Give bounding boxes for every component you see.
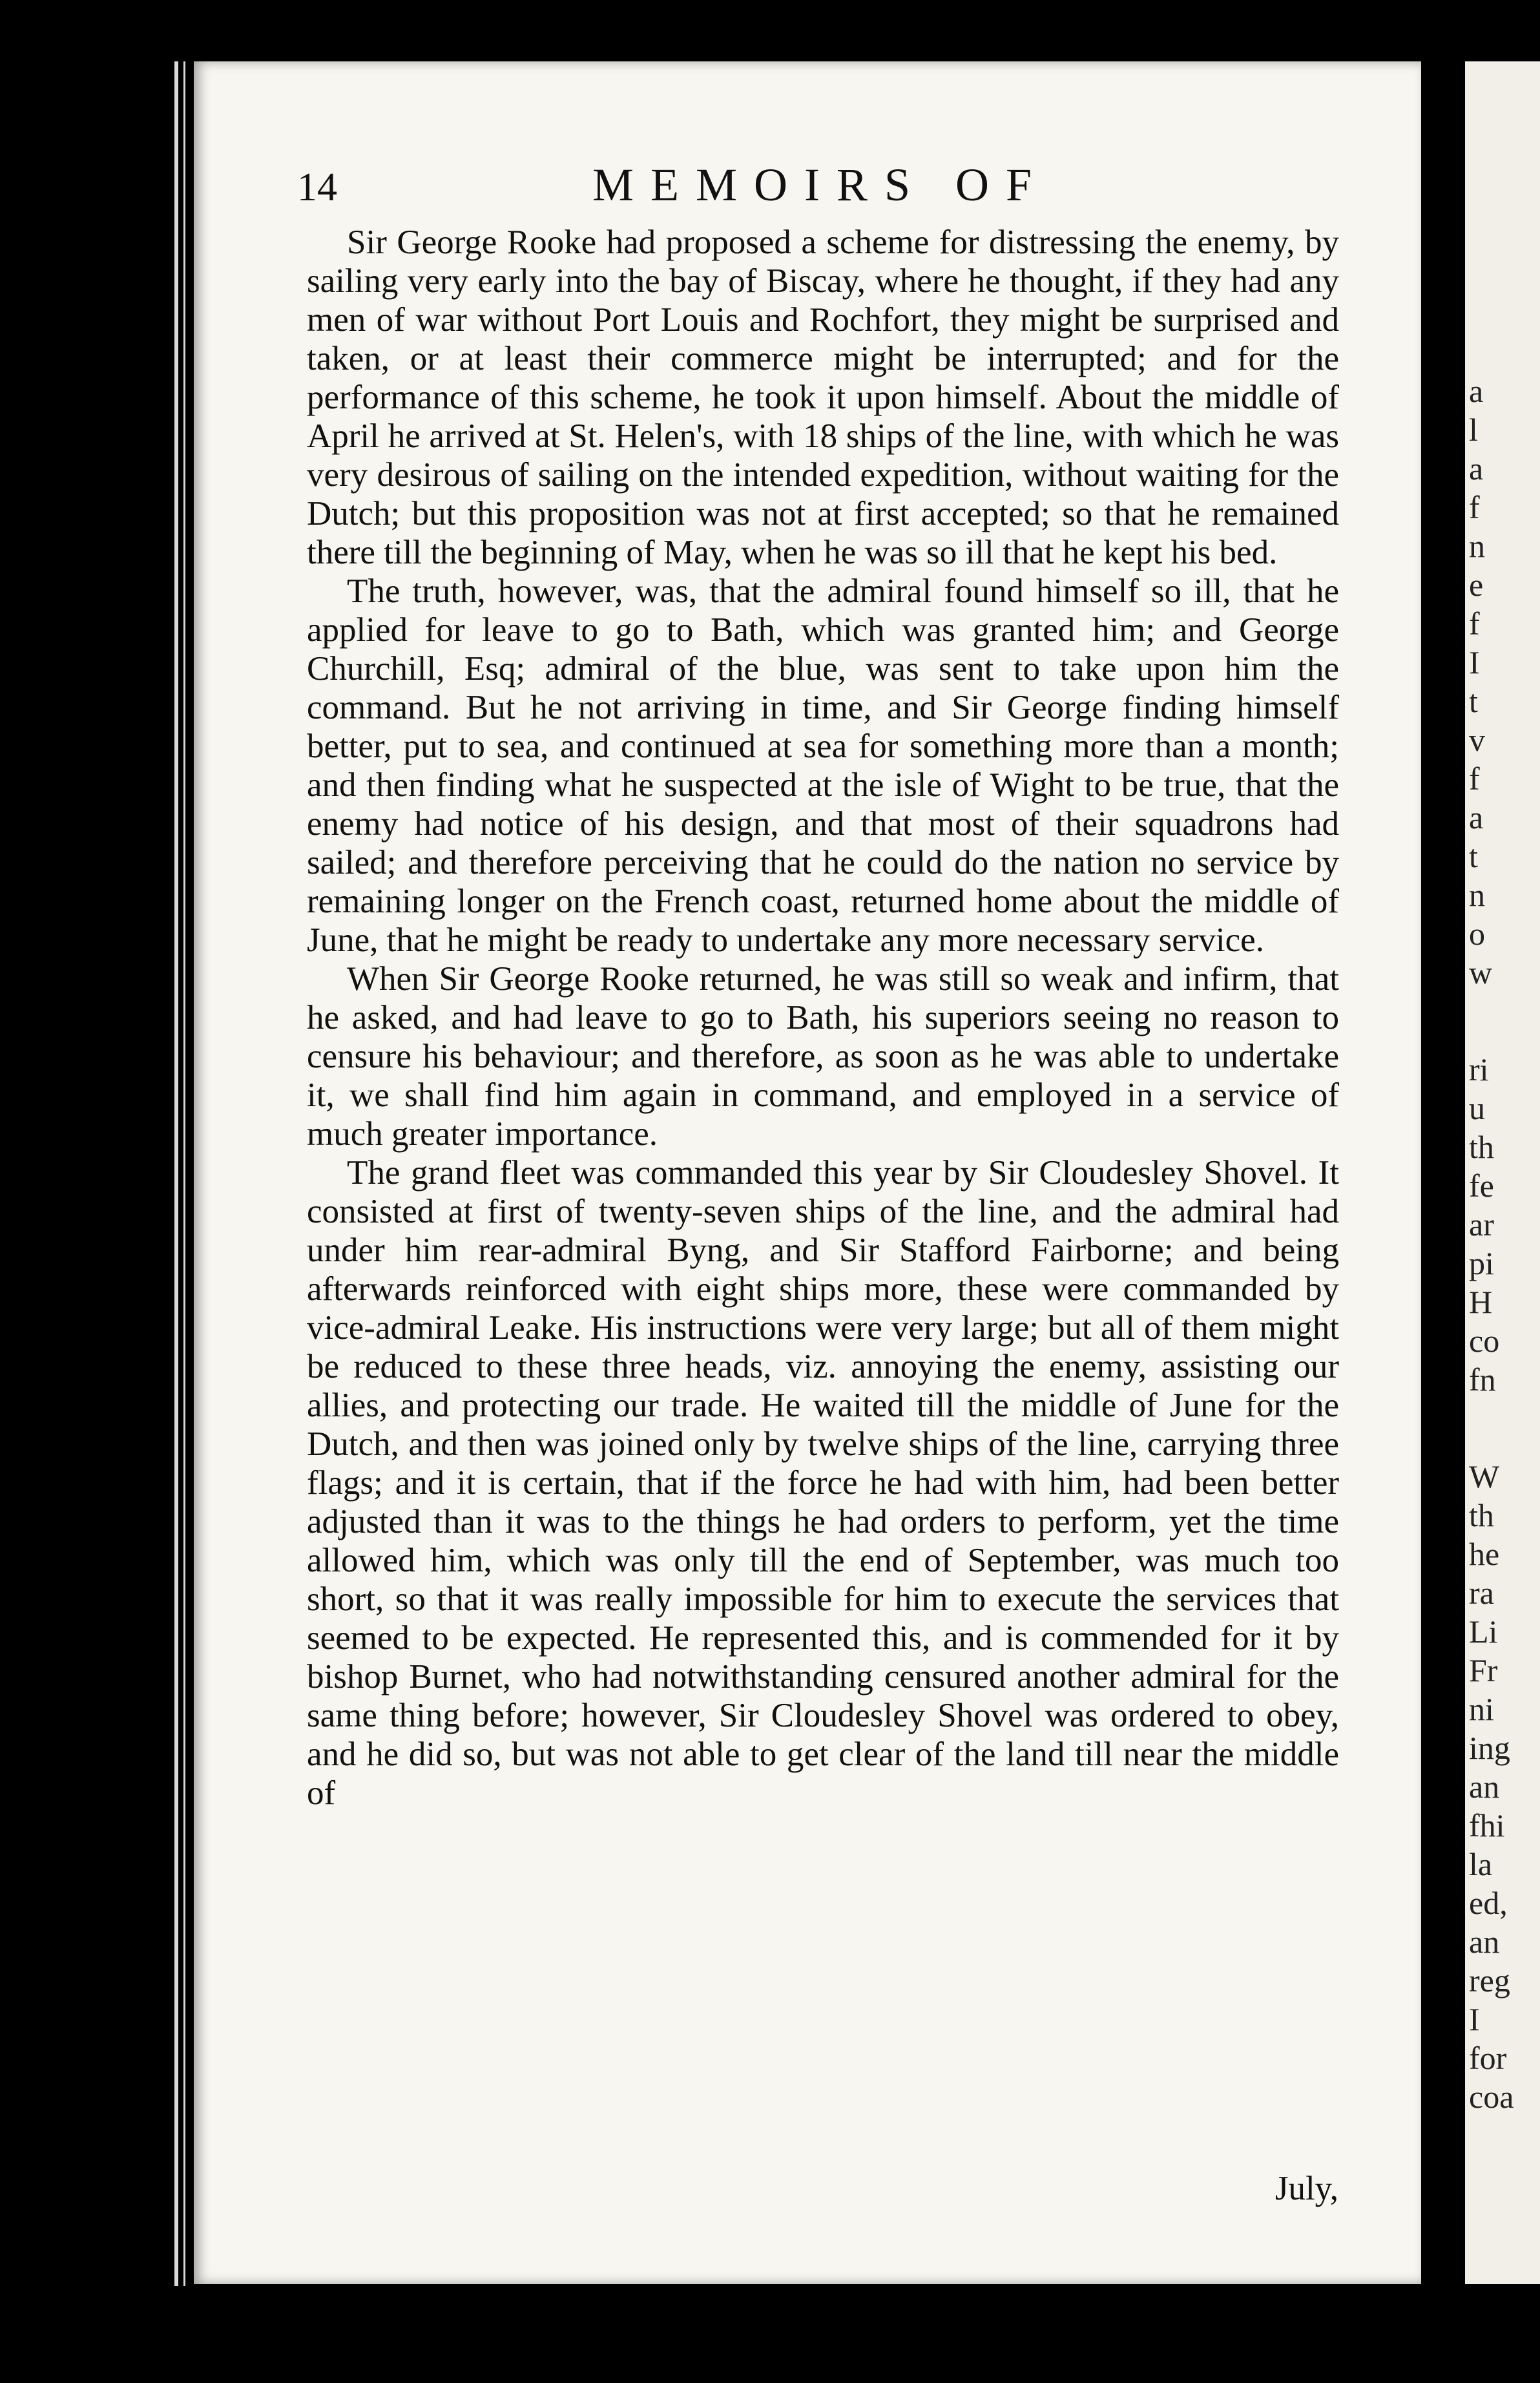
- adjacent-page-fragment: an: [1469, 1924, 1500, 1960]
- adjacent-page-fragment: th: [1469, 1497, 1494, 1533]
- adjacent-page-fragment: n: [1469, 528, 1485, 564]
- adjacent-page-fragment: f: [1469, 761, 1480, 797]
- adjacent-page-fragment: t: [1469, 683, 1478, 719]
- adjacent-page-edge: [1465, 61, 1540, 2284]
- adjacent-page-fragment: t: [1469, 838, 1478, 874]
- adjacent-page-fragment: ni: [1469, 1691, 1494, 1727]
- adjacent-page-fragment: I: [1469, 2001, 1480, 2037]
- adjacent-page-fragment: o: [1469, 916, 1485, 952]
- adjacent-page-fragment: ri: [1469, 1051, 1489, 1087]
- adjacent-page-fragment: reg: [1469, 1962, 1510, 1999]
- catchword: July,: [1275, 2170, 1338, 2207]
- adjacent-page-fragment: fhi: [1469, 1807, 1505, 1843]
- adjacent-page-fragment: w: [1469, 954, 1493, 991]
- adjacent-page-fragment: ed,: [1469, 1885, 1508, 1921]
- adjacent-page-fragment: f: [1469, 489, 1480, 525]
- adjacent-page-fragment: co: [1469, 1323, 1500, 1359]
- adjacent-page-fragment: ar: [1469, 1206, 1494, 1243]
- page-number: 14: [297, 165, 337, 209]
- adjacent-page-fragment: I: [1469, 644, 1480, 680]
- adjacent-page-fragment: for: [1469, 2040, 1507, 2076]
- adjacent-page-fragment: fn: [1469, 1361, 1496, 1398]
- binding-edge-line: [174, 61, 178, 2286]
- adjacent-page-fragment: th: [1469, 1129, 1494, 1165]
- adjacent-page-fragment: pi: [1469, 1245, 1494, 1281]
- adjacent-page-fragment: H: [1469, 1284, 1493, 1320]
- paragraph: Sir George Rooke had proposed a scheme for distressing the enemy, by sailing very early into the bay of Biscay, where he thought, if they had any men of war without Port Louis and Rochfort, they might be surprised and taken, or at least their commerce might be interrupted; and for the performance of this scheme, he took it upon himself. About the middle of April he arrived at St. Helen's, with 18 ships of the line, with which he was very desirous of sailing on the intended expedition, without waiting for the Dutch; but this proposition was not at first accepted; so that he remained there till the beginning of May, when he was so ill that he kept his bed.: [307, 224, 1339, 571]
- running-head: MEMOIRS OF: [592, 159, 1049, 211]
- body-text: [307, 223, 1339, 1812]
- adjacent-page-fragment: e: [1469, 567, 1484, 603]
- adjacent-page-fragment: la: [1469, 1846, 1493, 1882]
- adjacent-page-fragment: n: [1469, 877, 1485, 913]
- paragraph: The truth, however, was, that the admiral found himself so ill, that he applied for leave to go to Bath, which was granted him; and George Churchill, Esq; admiral of the blue, was sent to take upon him the command. But he not arriving in time, and Sir George finding himself better, put to sea, and continued at sea for something more than a month; and then finding what he suspected at the isle of Wight to be true, that the enemy had notice of his design, and that most of their squadrons had sailed; and therefore perceiving that he could do the nation no service by remaining longer on the French coast, returned home about the middle of June, that he might be ready to undertake any more necessary service.: [307, 572, 1339, 959]
- paragraph: The grand fleet was commanded this year by Sir Cloudesley Shovel. It consisted at first of twenty-seven ships of the line, and the admiral had under him rear-admiral Byng, and Sir Stafford Fairborne; and being afterwards reinforced with eight ships more, these were commanded by vice-admiral Leake. His instructions were very large; but all of them might be reduced to these three heads, viz. annoying the enemy, assisting our allies, and protecting our trade. He waited till the middle of June for the Dutch, and then was joined only by twelve ships of the line, carrying three flags; and it is certain, that if the force he had with him, had been better adjusted than it was to the things he had orders to perform, yet the time allowed him, which was only till the end of September, was much too short, so that it was really impossible for him to execute the services that seemed to be expected. He represented this, and is commended for it by bishop Burnet, who had notwithstanding censured another admiral for the same thing before; however, Sir Cloudesley Shovel was ordered to obey, and he did so, but was not able to get clear of the land till near the middle of: [307, 1154, 1339, 1812]
- adjacent-page-fragment: coa: [1469, 2079, 1514, 2115]
- adjacent-page-fragment: he: [1469, 1536, 1500, 1572]
- adjacent-page-fragment: l: [1469, 412, 1478, 448]
- adjacent-page-fragment: a: [1469, 373, 1484, 409]
- book-page: [194, 61, 1421, 2284]
- adjacent-page-fragment: v: [1469, 722, 1485, 758]
- adjacent-page-fragment: a: [1469, 799, 1484, 835]
- paragraph: When Sir George Rooke returned, he was still so weak and infirm, that he asked, and had leave to go to Bath, his superiors seeing no reason to censure his behaviour; and therefore, as soon as he was able to undertake it, we shall find him again in command, and employed in a service of much greater importance.: [307, 960, 1339, 1153]
- adjacent-page-fragment: ing: [1469, 1730, 1510, 1766]
- adjacent-page-fragment: Fr: [1469, 1652, 1498, 1688]
- adjacent-page-fragment: fe: [1469, 1168, 1494, 1204]
- adjacent-page-fragment: Li: [1469, 1613, 1498, 1650]
- adjacent-page-fragment: an: [1469, 1769, 1500, 1805]
- adjacent-page-fragment: f: [1469, 605, 1480, 642]
- adjacent-page-fragment: ra: [1469, 1575, 1494, 1611]
- adjacent-page-fragment: a: [1469, 450, 1484, 487]
- binding-edge-line: [183, 61, 185, 2286]
- adjacent-page-fragment: W: [1469, 1458, 1500, 1495]
- adjacent-page-fragment: u: [1469, 1090, 1485, 1126]
